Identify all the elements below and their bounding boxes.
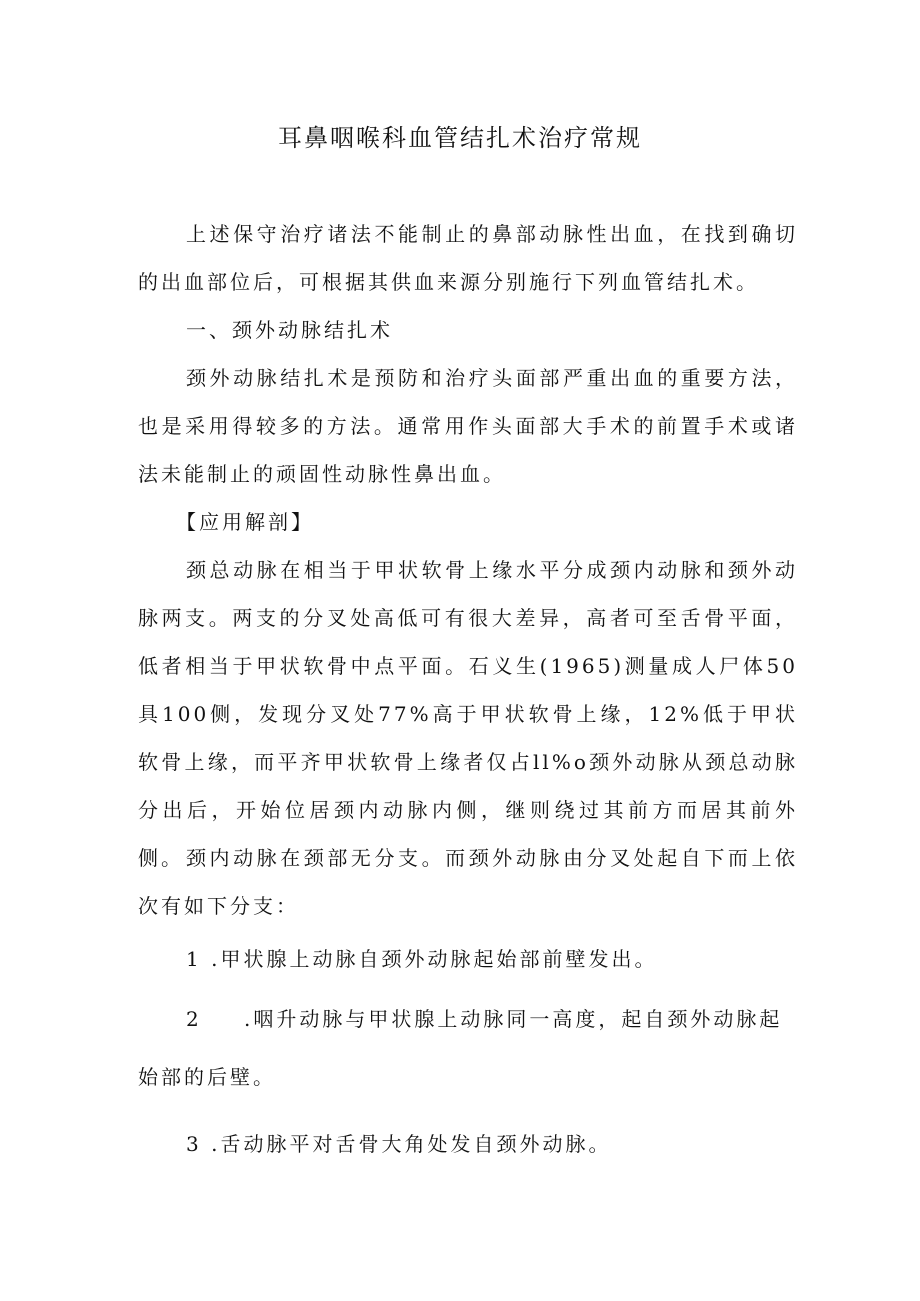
anatomy-paragraph: 颈总动脉在相当于甲状软骨上缘水平分成颈内动脉和颈外动脉两支。两支的分叉处高低可有很大差异，高者可至舌骨平面，低者相当于甲状软骨中点平面。石义生(1965)测量成人尸体50具100侧，发现分叉处77%高于甲状软骨上缘，12%低于甲状软骨上缘，而平齐甲状软骨上缘者仅占ll%o颈外动脉从颈总动脉分出后，开始位居颈内动脉内侧，继则绕过其前方而居其前外侧。 [138, 558, 798, 870]
page-title: 耳鼻咽喉科血管结扎术治疗常规 [278, 124, 642, 152]
branches-intro-paragraph: 颈内动脉在颈部无分支。而颈外动脉由分叉处起自下而上依次有如下分支： [138, 846, 798, 918]
list-item-1 [186, 935, 657, 983]
subheading: 【应用解剖】 [176, 510, 314, 534]
intro-paragraph: 上述保守治疗诸法不能制止的鼻部动脉性出血，在找到确切的出血部位后，可根据其供血来源分别施行下列血管结扎术。 [138, 222, 798, 294]
list-item-text: .舌动脉平对舌骨大角处发自颈外动脉。 [211, 1132, 612, 1156]
section-body-paragraph: 颈外动脉结扎术是预防和治疗头面部严重出血的重要方法，也是采用得较多的方法。通常用作头面部大手术的前置手术或诸法未能制止的顽固性动脉性鼻出血。 [138, 366, 798, 486]
section-heading: 一、颈外动脉结扎术 [186, 318, 393, 342]
list-item-number: 1 [186, 947, 202, 971]
list-item-2 [186, 995, 782, 1043]
list-item-number: 2 [186, 1007, 202, 1031]
list-item-3 [186, 1120, 611, 1168]
list-item-text: .咽升动脉与甲状腺上动脉同一高度，起自颈外动脉起 [244, 1007, 783, 1031]
list-item-text: .甲状腺上动脉自颈外动脉起始部前壁发出。 [211, 947, 658, 971]
list-item-number: 3 [186, 1132, 202, 1156]
list-item-2-continuation: 始部的后壁。 [138, 1065, 276, 1089]
